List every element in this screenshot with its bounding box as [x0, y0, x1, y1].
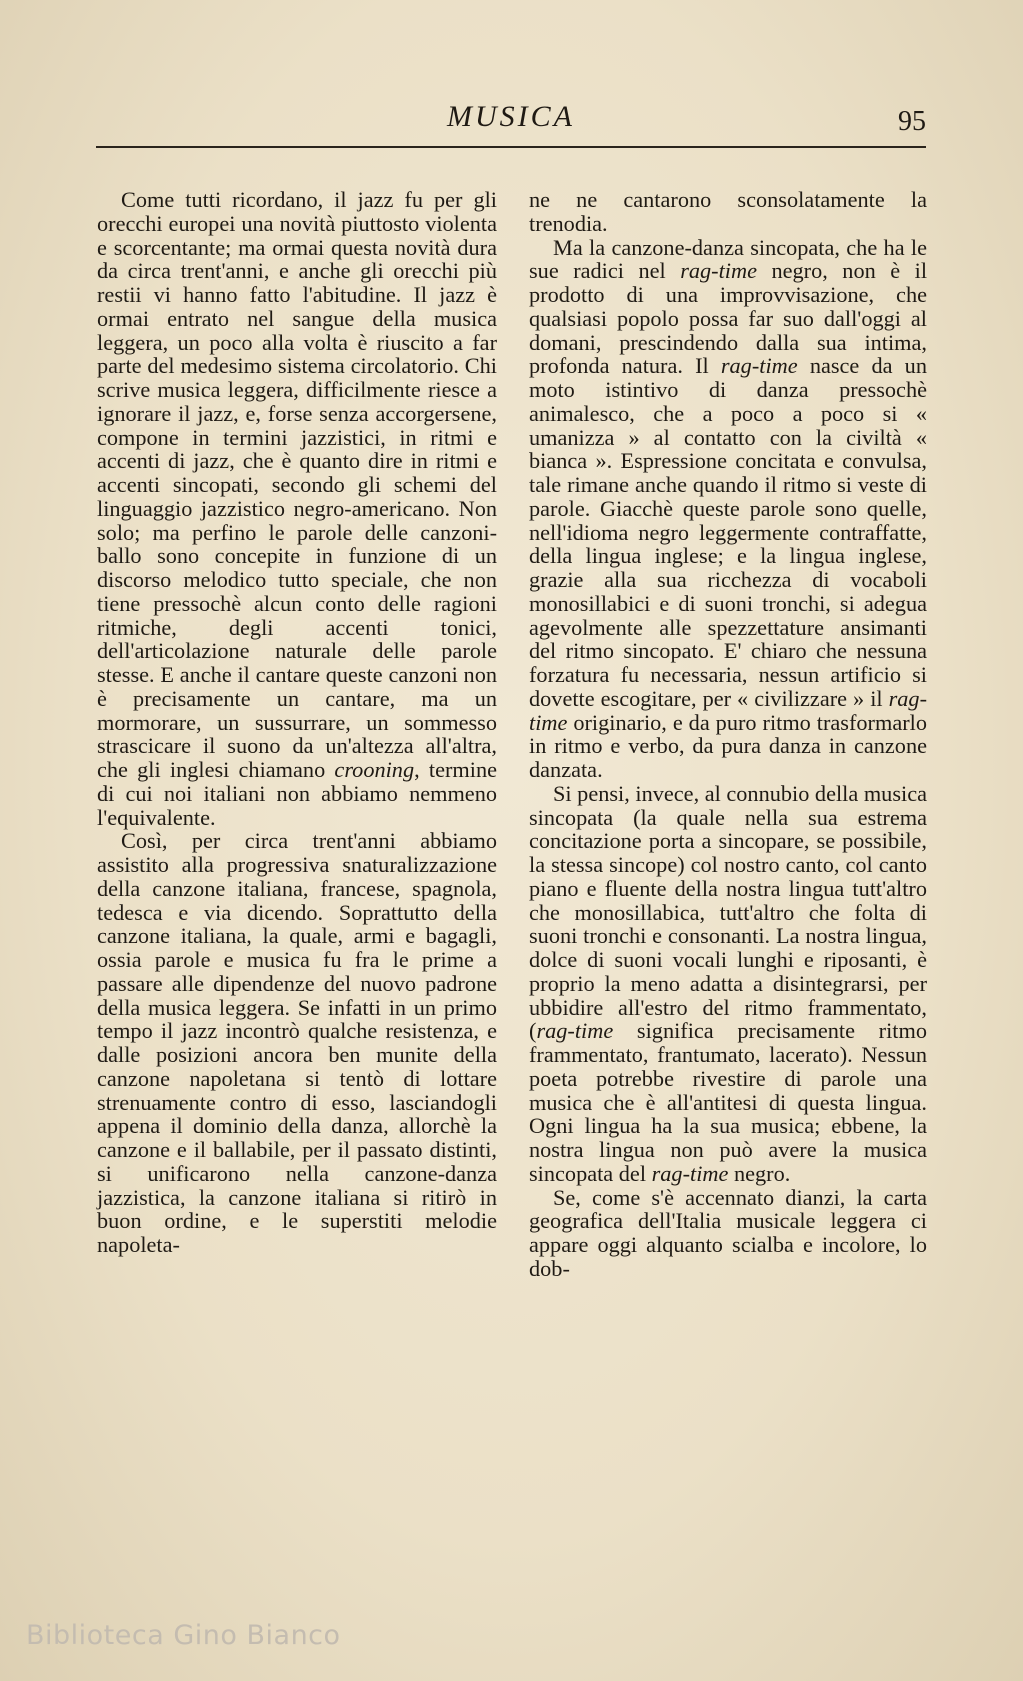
paragraph-text: originario, e da puro ritmo trasformarlo in ritmo e verbo, da pura danza in canzone danzata.: [529, 709, 927, 782]
paragraph-text: significa precisamente ritmo frammentato, frantumato, lacerato). Nessun poeta potrebbe rivestire di parole una musica che è all'antitesi di questa lingua. Ogni lingua ha la sua musica; ebbene, la nostra lingua non può avere la musica sincopata del: [529, 1018, 927, 1186]
paragraph: [529, 782, 927, 1186]
italic-term: crooning: [334, 757, 415, 782]
italic-term: rag-time: [680, 258, 757, 284]
page-number: 95: [898, 106, 926, 137]
library-watermark: Biblioteca Gino Bianco: [26, 1620, 341, 1651]
paragraph-text: Così, per circa trent'anni abbiamo assistito alla progressiva snaturalizzazione della canzone italiana, francese, spagnola, tedesca e via dicendo. Soprattutto della canzone italiana, la quale, armi e bagagli, ossia parole e musica fu fra le prime a passare alle dipendenze del nuovo padrone della musica leggera. Se infatti in un primo tempo il jazz incontrò qualche resistenza, e dalle posizioni ancora ben munite della canzone napoletana si tentò di lottare strenuamente contro di esso, lasciandogli appena il dominio della danza, allorchè la canzone e il ballabile, per il passato distinti, si unificarono nella canzone-danza jazzistica, la canzone italiana si ritirò in buon ordine, e le superstiti melodie napoleta-: [97, 828, 497, 1257]
italic-term: rag-time: [529, 685, 928, 735]
paragraph-text: negro, non è il prodotto di una improvvisazione, che qualsiasi popolo possa far suo dall'oggi al domani, prescindendo dalla sua intima, profonda natura. Il: [529, 258, 928, 379]
paragraph: [529, 1186, 927, 1281]
paragraph-text: Come tutti ricordano, il jazz fu per gli orecchi europei una novità piuttosto violenta e scorcentante; ma ormai questa novità dura da circa trent'anni, e anche gli orecchi più restii vi hanno fatto l'abitudine. Il jazz è ormai entrato nel sangue della musica leggera, un poco alla volta è riuscito a far parte del medesimo sistema circolatorio. Chi scrive musica leggera, difficilmente riesce a ignorare il jazz, e, forse senza accorgersene, compone in termini jazzistici, in ritmi e accenti di jazz, che è quanto dire in ritmi e accenti sincopati, secondo gli schemi del linguaggio jazzistico negro-americano. Non solo; ma perfino le parole delle canzoni-ballo sono concepite in funzione di un discorso melodico tutto speciale, che non tiene pressochè alcun conto delle ragioni ritmiche, degli accenti tonici, dell'articolazione naturale delle parole stesse. E anche il cantare queste canzoni non è precisamente un cantare, ma un mormorare, un sussurrare, un sommesso strascicare il suono da un'altezza all'altra, che gli inglesi chiamano: [97, 187, 497, 782]
right-column: [529, 188, 927, 1281]
italic-term: rag-time: [720, 353, 798, 379]
running-title: MUSICA: [447, 100, 575, 133]
paragraph: [529, 236, 927, 782]
paragraph: [97, 829, 497, 1257]
italic-term: rag-time: [651, 1160, 729, 1186]
page-header: [96, 94, 926, 154]
paragraph-text: Se, come s'è accennato dianzi, la carta geografica dell'Italia musicale leggera ci appare oggi alquanto scialba e incolore, lo dob-: [529, 1184, 927, 1281]
header-rule: [96, 146, 926, 148]
paragraph-text: Ma la canzone-danza sincopata, che ha le sue radici nel: [529, 234, 927, 284]
paragraph: [97, 188, 497, 829]
left-column: [97, 188, 497, 1257]
paragraph-continuation: [529, 188, 927, 236]
paragraph-text: Si pensi, invece, al connubio della musica sincopata (la quale nella sua estrema concitazione porta a sincopare, se possibile, la stessa sincope) col nostro canto, col canto piano e fluente della nostra lingua tutt'altro che monosillabica, tutt'altro che folta di suoni tronchi e consonanti. La nostra lingua, dolce di suoni vocali lunghi e riposanti, è proprio la meno adatta a disintegrarsi, per ubbidire all'estro del ritmo frammentato, (: [529, 780, 927, 1044]
italic-term: rag-time: [536, 1018, 614, 1044]
paragraph-text: negro.: [733, 1160, 791, 1186]
paragraph-text: ne ne cantarono sconsolatamente la trenodia.: [529, 187, 927, 236]
paragraph-text: , termine di cui noi italiani non abbiamo nemmeno l'equivalente.: [97, 757, 497, 830]
paragraph-text: nasce da un moto istintivo di danza pressochè animalesco, che a poco a poco si « umanizza » al contatto con la civiltà « bianca ». Espressione concitata e convulsa, tale rimane anche quando il ritmo si veste di parole. Giacchè queste parole sono quelle, nell'idioma negro leggermente contraffatte, della lingua inglese; e la lingua inglese, grazie alla sua ricchezza di vocaboli monosillabici e di suoni tronchi, si adegua agevolmente alle spezzettature ansimanti del ritmo sincopato. E' chiaro che nessuna forzatura fu necessaria, nessun artificio si dovette escogitare, per « civilizzare » il: [529, 353, 927, 711]
